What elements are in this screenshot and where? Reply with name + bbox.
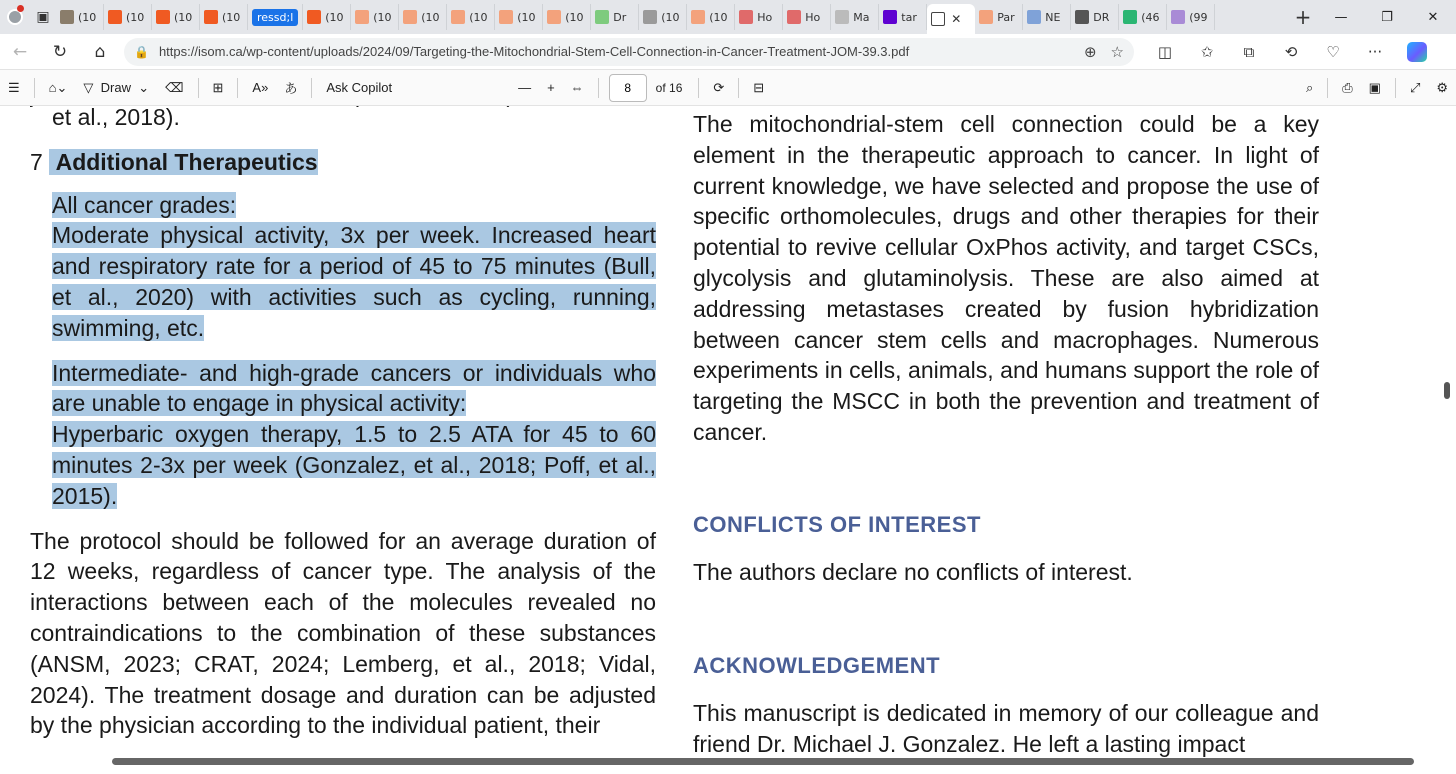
draw-button[interactable]: ▽ Draw ⌄ xyxy=(83,79,150,95)
tab-favicon-icon xyxy=(307,10,321,24)
zoom-icon[interactable]: ⊕ xyxy=(1083,42,1097,61)
section-number: 7 xyxy=(30,148,43,175)
address-bar[interactable] xyxy=(124,38,1134,66)
tab-favicon-icon xyxy=(1123,10,1137,24)
text-box-icon[interactable]: ⊞ xyxy=(212,79,224,95)
tab-favicon-icon xyxy=(787,10,801,24)
tab-actions-icon[interactable]: ▣ xyxy=(36,9,50,25)
browser-tab[interactable] xyxy=(831,4,879,30)
browser-tab[interactable] xyxy=(200,4,248,30)
browser-tab[interactable] xyxy=(1167,4,1215,30)
copilot-icon[interactable] xyxy=(1396,34,1438,70)
browser-tab[interactable] xyxy=(351,4,399,30)
tab-label: ressd;l xyxy=(252,9,298,26)
tab-favicon-icon xyxy=(204,10,218,24)
tab-favicon-icon xyxy=(1075,10,1089,24)
acknowledgement-paragraph: This manuscript is dedicated in memory of our colleague and friend Dr. Michael J. Gonzalez. He left a lasting impact xyxy=(693,700,1319,757)
browser-tab[interactable] xyxy=(687,4,735,30)
document-icon xyxy=(931,12,945,26)
back-button[interactable]: ← xyxy=(12,41,28,62)
print-icon[interactable]: ⎙ xyxy=(1342,79,1353,95)
intermediate-text-content: Hyperbaric oxygen therapy, 1.5 to 2.5 ATA for 45 to 60 minutes 2-3x per week (Gonzalez, et al., 2018; Poff, et al., 2015). xyxy=(52,421,656,509)
browser-tab[interactable] xyxy=(495,4,543,30)
browser-tab[interactable] xyxy=(975,4,1023,30)
rotate-icon[interactable]: ⟳ xyxy=(713,79,725,95)
tab-favicon-icon xyxy=(108,10,122,24)
history-icon[interactable]: ⟲ xyxy=(1284,42,1298,61)
tab-label: (10 xyxy=(373,10,392,24)
protocol-paragraph: The protocol should be followed for an average duration of 12 weeks, regardless of cancer type. The analysis of the interactions between each of the molecules revealed no contraindications to the combination of these substances (ANSM, 2023; CRAT, 2024; Lemberg, et al., 2018; Vidal, 2024). The treatment dosage and duration can be adjusted by the physician according to the individual patient, their xyxy=(30,527,656,739)
profile-button[interactable] xyxy=(0,0,30,34)
tab-label: (10 xyxy=(517,10,536,24)
horizontal-scrollbar[interactable] xyxy=(112,758,1414,765)
pdf-viewer[interactable] xyxy=(0,106,1456,774)
tab-label: (10 xyxy=(78,10,97,24)
more-options-icon[interactable]: ··· xyxy=(1367,42,1383,61)
browser-tab[interactable] xyxy=(399,4,447,30)
browser-tab[interactable] xyxy=(783,4,831,30)
tab-favicon-icon xyxy=(643,10,657,24)
tab-label: (99 xyxy=(1189,10,1208,24)
right-column xyxy=(693,109,1319,760)
tab-label: Ma xyxy=(853,10,870,24)
notification-dot xyxy=(17,5,24,12)
tab-label: Ho xyxy=(805,10,821,24)
divider xyxy=(198,78,199,98)
tab-favicon-icon xyxy=(979,10,993,24)
browser-tab[interactable] xyxy=(303,4,351,30)
section-heading xyxy=(30,147,656,178)
zoom-out-icon[interactable]: — xyxy=(518,80,532,95)
browser-tab[interactable] xyxy=(248,4,303,30)
tab-label: (10 xyxy=(126,10,145,24)
window-controls xyxy=(1318,0,1456,34)
browser-tab[interactable] xyxy=(735,4,783,30)
browser-tab[interactable] xyxy=(1119,4,1167,30)
divider xyxy=(1395,78,1396,98)
browser-tab[interactable] xyxy=(639,4,687,30)
tab-favicon-icon xyxy=(156,10,170,24)
grades-text xyxy=(30,220,656,343)
grades-text-content: Moderate physical activity, 3x per week. Increased heart and respiratory rate for a period of 45 to 75 minutes (Bull, et al., 2020) with activities such as cycling, running, swimming, etc. xyxy=(52,222,656,341)
section-title-text: Additional Therapeutics xyxy=(55,148,318,175)
grades-label-text: All cancer grades: xyxy=(52,191,237,218)
restore-icon[interactable]: ❐ xyxy=(1381,9,1393,25)
refresh-button[interactable]: ↻ xyxy=(52,41,68,62)
tab-label: Ho xyxy=(757,10,773,24)
tab-label: tar xyxy=(901,10,917,24)
close-tab-icon[interactable]: ✕ xyxy=(951,12,962,26)
tab-favicon-icon xyxy=(883,10,897,24)
browser-tab[interactable] xyxy=(1071,4,1119,30)
acknowledgement-heading: ACKNOWLEDGEMENT xyxy=(693,653,941,679)
tab-favicon-icon xyxy=(739,10,753,24)
divider xyxy=(1327,78,1328,98)
intermediate-text xyxy=(30,419,656,511)
tab-label: DR xyxy=(1093,10,1110,24)
draw-label: Draw xyxy=(100,80,131,95)
eraser-icon[interactable]: ⌫ xyxy=(165,79,184,95)
divider xyxy=(698,78,699,98)
tab-favicon-icon xyxy=(60,10,74,24)
tab-label: (10 xyxy=(174,10,193,24)
extensions-icon[interactable]: ♡ xyxy=(1326,42,1340,61)
collections-icon[interactable]: ⧉ xyxy=(1243,42,1255,61)
contents-icon[interactable]: ☰ xyxy=(8,79,20,95)
tab-label: Par xyxy=(997,10,1015,24)
tab-favicon-icon xyxy=(835,10,849,24)
divider xyxy=(311,78,312,98)
tab-label: (46 xyxy=(1141,10,1160,24)
citation-line: et al., 2018). xyxy=(52,106,180,130)
tab-label: (10 xyxy=(222,10,241,24)
favorite-star-icon[interactable]: ☆ xyxy=(1110,42,1124,61)
address-row xyxy=(0,34,1456,70)
save-icon[interactable]: ▣ xyxy=(1368,79,1381,95)
intermediate-label xyxy=(30,358,656,420)
tab-label: (10 xyxy=(421,10,440,24)
divider xyxy=(237,78,238,98)
read-aloud-icon[interactable]: A» xyxy=(252,80,269,95)
tab-strip xyxy=(0,0,1456,34)
url-text[interactable]: https://isom.ca/wp-content/uploads/2024/09/Targeting-the-Mitochondrial-Stem-Cell-Connection-in-Cancer-Treatment-JOM-39.3.pdf xyxy=(158,44,910,59)
pdf-toolbar xyxy=(0,70,1456,106)
divider xyxy=(34,78,35,98)
tab-favicon-icon xyxy=(451,10,465,24)
fit-width-icon[interactable]: ⇔ xyxy=(570,80,584,95)
search-icon[interactable]: ⌕ xyxy=(1305,79,1314,95)
tab-label: NE xyxy=(1045,10,1061,24)
page-view-icon[interactable]: ⊟ xyxy=(753,79,765,95)
grades-label xyxy=(30,190,656,221)
tab-favicon-icon xyxy=(595,10,609,24)
browser-tab[interactable] xyxy=(447,4,495,30)
browser-tab[interactable] xyxy=(152,4,200,30)
lock-icon[interactable]: 🔒 xyxy=(134,44,149,59)
page-total: of 16 xyxy=(655,80,683,95)
translate-icon[interactable]: あ xyxy=(284,81,298,96)
section-title xyxy=(49,149,317,175)
left-column xyxy=(30,106,656,741)
fullscreen-icon[interactable]: ⤢ xyxy=(1409,79,1421,95)
close-window-icon[interactable]: ✕ xyxy=(1427,9,1439,25)
intermediate-label-text: Intermediate- and high-grade cancers or individuals who are unable to engage in physical activity: xyxy=(52,359,656,417)
page-number-input[interactable] xyxy=(609,74,647,102)
minimize-icon[interactable]: — xyxy=(1334,9,1348,25)
tab-favicon-icon xyxy=(691,10,705,24)
tab-label: (10 xyxy=(325,10,344,24)
zoom-in-icon[interactable]: + xyxy=(547,80,555,95)
highlight-icon[interactable]: ⌂⌄ xyxy=(48,79,68,95)
browser-tab[interactable] xyxy=(104,4,152,30)
tab-favicon-icon xyxy=(403,10,417,24)
browser-tab[interactable] xyxy=(879,4,927,30)
browser-tab[interactable] xyxy=(591,4,639,30)
tab-favicon-icon xyxy=(547,10,561,24)
active-tab[interactable] xyxy=(927,4,975,34)
tab-favicon-icon xyxy=(499,10,513,24)
conclusion-paragraph: The mitochondrial-stem cell connection could be a key element in the therapeutic approach to cancer. In light of current knowledge, we have selected and propose the use of specific orthomolecules, drugs and other therapies for their potential to revive cellular OxPhos activity, and target CSCs, glycolysis and glutaminolysis. These are also aimed at addressing metastases created by fusion hybridization between cancer stem cells and macrophages. Numerous experiments in cells, animals, and humans support the role of targeting the MSCC in both the prevention and treatment of cancer. xyxy=(693,111,1319,445)
conflicts-heading: CONFLICTS OF INTEREST xyxy=(693,511,981,537)
tab-label: (10 xyxy=(661,10,680,24)
tab-label: (10 xyxy=(469,10,488,24)
divider xyxy=(738,78,739,98)
browser-tab[interactable] xyxy=(1023,4,1071,30)
tab-label: Dr xyxy=(613,10,627,24)
tab-favicon-icon xyxy=(355,10,369,24)
new-tab-button[interactable]: + xyxy=(1294,5,1312,29)
tab-favicon-icon xyxy=(1027,10,1041,24)
settings-gear-icon[interactable]: ⚙ xyxy=(1436,79,1448,95)
ask-copilot-button[interactable]: Ask Copilot xyxy=(326,80,393,95)
tab-label: (10 xyxy=(565,10,584,24)
browser-tab[interactable] xyxy=(56,4,104,30)
divider xyxy=(598,78,599,98)
vertical-scrollbar[interactable] xyxy=(1444,382,1450,399)
tab-list xyxy=(56,0,1288,34)
favorites-icon[interactable]: ✩ xyxy=(1200,42,1214,61)
browser-tab[interactable] xyxy=(543,4,591,30)
split-screen-icon[interactable]: ◫ xyxy=(1157,42,1173,61)
tab-label: (10 xyxy=(709,10,728,24)
conflicts-paragraph: The authors declare no conflicts of interest. xyxy=(693,558,1133,585)
tab-favicon-icon xyxy=(1171,10,1185,24)
home-button[interactable]: ⌂ xyxy=(94,41,106,62)
